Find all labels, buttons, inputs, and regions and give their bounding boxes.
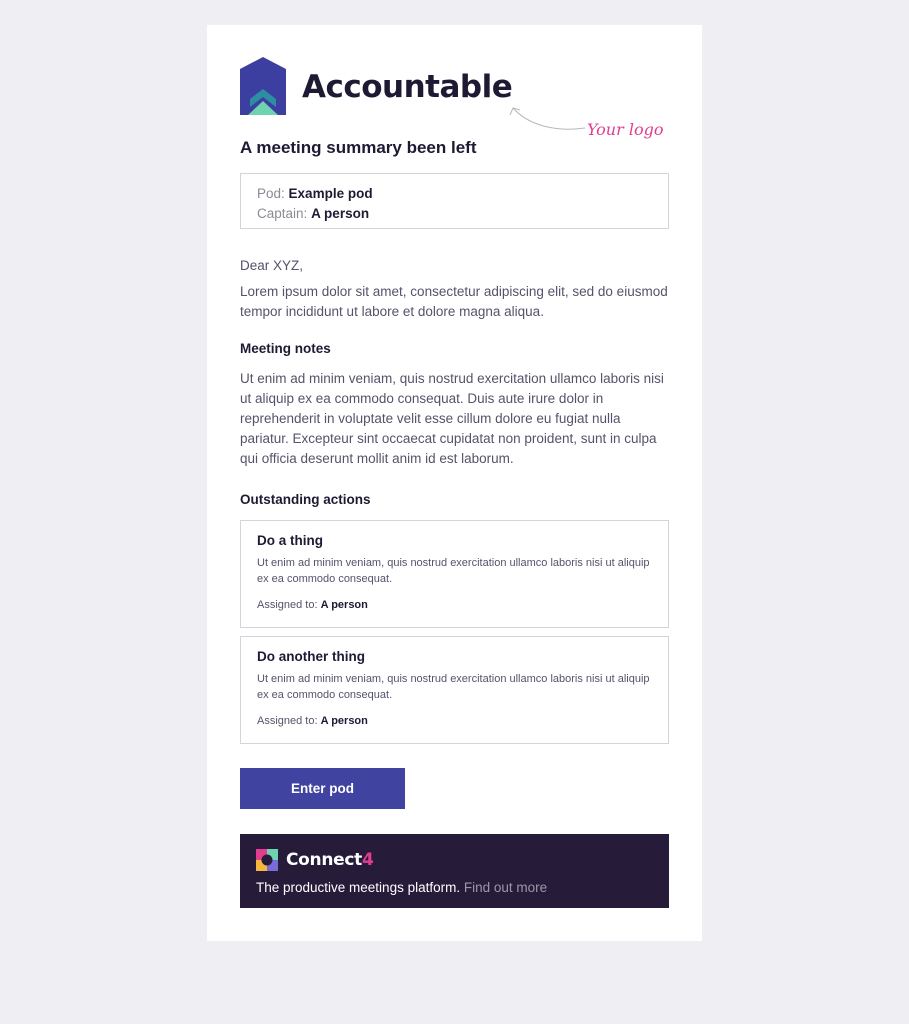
action-description: Ut enim ad minim veniam, quis nostrud exercitation ullamco laboris nisi ut aliquip ex ea commodo consequat. bbox=[257, 673, 650, 701]
accountable-logo-icon bbox=[240, 57, 286, 115]
footer-tagline-row bbox=[256, 880, 653, 895]
action-assignee bbox=[257, 715, 652, 727]
pod-details-box bbox=[240, 173, 669, 229]
action-card bbox=[240, 636, 669, 744]
pod-label: Pod: bbox=[257, 186, 285, 201]
meeting-notes-body: Ut enim ad minim veniam, quis nostrud exercitation ullamco laboris nisi ut aliquip ex ea commodo consequat. Duis aute irure dolor in reprehenderit in voluptate velit esse cillum dolore eu fugiat nulla pariatur. Excepteur sint occaecat cupidatat non proident, sunt in culpa qui officia deserunt mollit anim id est laborum. bbox=[240, 371, 664, 466]
assigned-value: A person bbox=[320, 599, 368, 611]
captain-label: Captain: bbox=[257, 206, 308, 221]
action-description: Ut enim ad minim veniam, quis nostrud exercitation ullamco laboris nisi ut aliquip ex ea commodo consequat. bbox=[257, 557, 650, 585]
footer-brand-name bbox=[286, 850, 374, 870]
greeting: Dear XYZ, bbox=[240, 258, 304, 273]
email-card bbox=[207, 25, 702, 941]
pod-value: Example pod bbox=[288, 186, 373, 201]
action-card bbox=[240, 520, 669, 628]
captain-value: A person bbox=[311, 206, 370, 221]
pod-row bbox=[257, 184, 652, 204]
connect4-logo-icon bbox=[256, 849, 278, 871]
assigned-value: A person bbox=[320, 715, 368, 727]
action-title: Do another thing bbox=[257, 649, 365, 664]
intro-paragraph: Lorem ipsum dolor sit amet, consectetur adipiscing elit, sed do eiusmod tempor incididunt ut labore et dolore magna aliqua. bbox=[240, 284, 668, 319]
meeting-notes-title: Meeting notes bbox=[240, 341, 331, 356]
find-out-more-link[interactable]: Find out more bbox=[463, 880, 548, 895]
footer-brand-suffix: 4 bbox=[362, 850, 374, 870]
outstanding-actions-title: Outstanding actions bbox=[240, 492, 371, 507]
email-heading: A meeting summary been left bbox=[240, 138, 477, 157]
enter-pod-button[interactable]: Enter pod bbox=[240, 768, 405, 809]
captain-row bbox=[257, 204, 652, 224]
assigned-label: Assigned to: bbox=[257, 599, 318, 611]
assigned-label: Assigned to: bbox=[257, 715, 318, 727]
brand-name: Accountable bbox=[302, 69, 513, 105]
footer-brand-prefix: Connect bbox=[286, 850, 362, 870]
logo-hint-label: Your logo bbox=[587, 120, 664, 139]
action-title: Do a thing bbox=[257, 533, 323, 548]
action-assignee bbox=[257, 599, 652, 611]
footer-tagline: The productive meetings platform. bbox=[256, 880, 461, 895]
footer-brand bbox=[256, 848, 653, 872]
connect4-footer bbox=[240, 834, 669, 908]
